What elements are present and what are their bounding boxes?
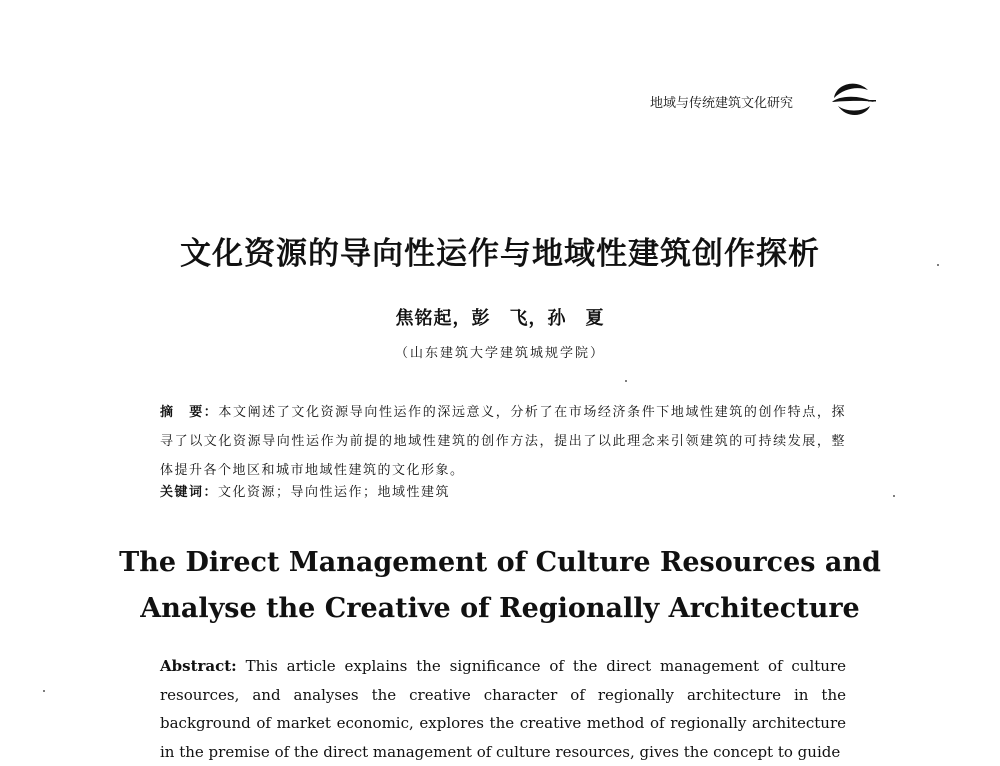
paper-title-en-line1: The Direct Management of Culture Resources and	[119, 547, 881, 578]
journal-logo-icon	[828, 76, 876, 124]
abstract-cn	[160, 398, 846, 485]
paper-title-en-line2: Analyse the Creative of Regionally Architecture	[140, 593, 860, 624]
abstract-en-label: Abstract:	[160, 657, 237, 675]
paper-title-en	[0, 540, 1000, 632]
abstract-en-text: This article explains the significance of the direct management of culture resources, and analyses the creative character of regionally architecture in the background of market economic, explores the creative method of regionally architecture in the premise of the direct management of culture resources, gives the concept to guide	[160, 657, 846, 761]
abstract-en	[160, 652, 846, 766]
scan-speck	[625, 380, 627, 382]
scan-speck	[43, 690, 45, 692]
abstract-cn-label: 摘 要：	[160, 405, 219, 420]
author-affiliation: （山东建筑大学建筑城规学院）	[394, 346, 605, 361]
abstract-cn-text: 本文阐述了文化资源导向性运作的深远意义，分析了在市场经济条件下地域性建筑的创作特点，探寻了以文化资源导向性运作为前提的地域性建筑的创作方法，提出了以此理念来引领建筑的可持续发展，整体提升各个地区和城市地域性建筑的文化形象。	[160, 405, 846, 478]
paper-authors: 焦铭起，彭 飞，孙 夏	[395, 308, 605, 329]
paper-title-cn: 文化资源的导向性运作与地域性建筑创作探析	[180, 236, 820, 272]
scan-speck	[893, 495, 895, 497]
keywords-cn-label: 关键词：	[160, 485, 219, 500]
keywords-cn-text: 文化资源；导向性运作；地域性建筑	[218, 485, 451, 500]
scan-speck	[937, 264, 939, 266]
keywords-cn	[160, 482, 846, 504]
journal-section-tag: 地域与传统建筑文化研究	[650, 96, 794, 111]
